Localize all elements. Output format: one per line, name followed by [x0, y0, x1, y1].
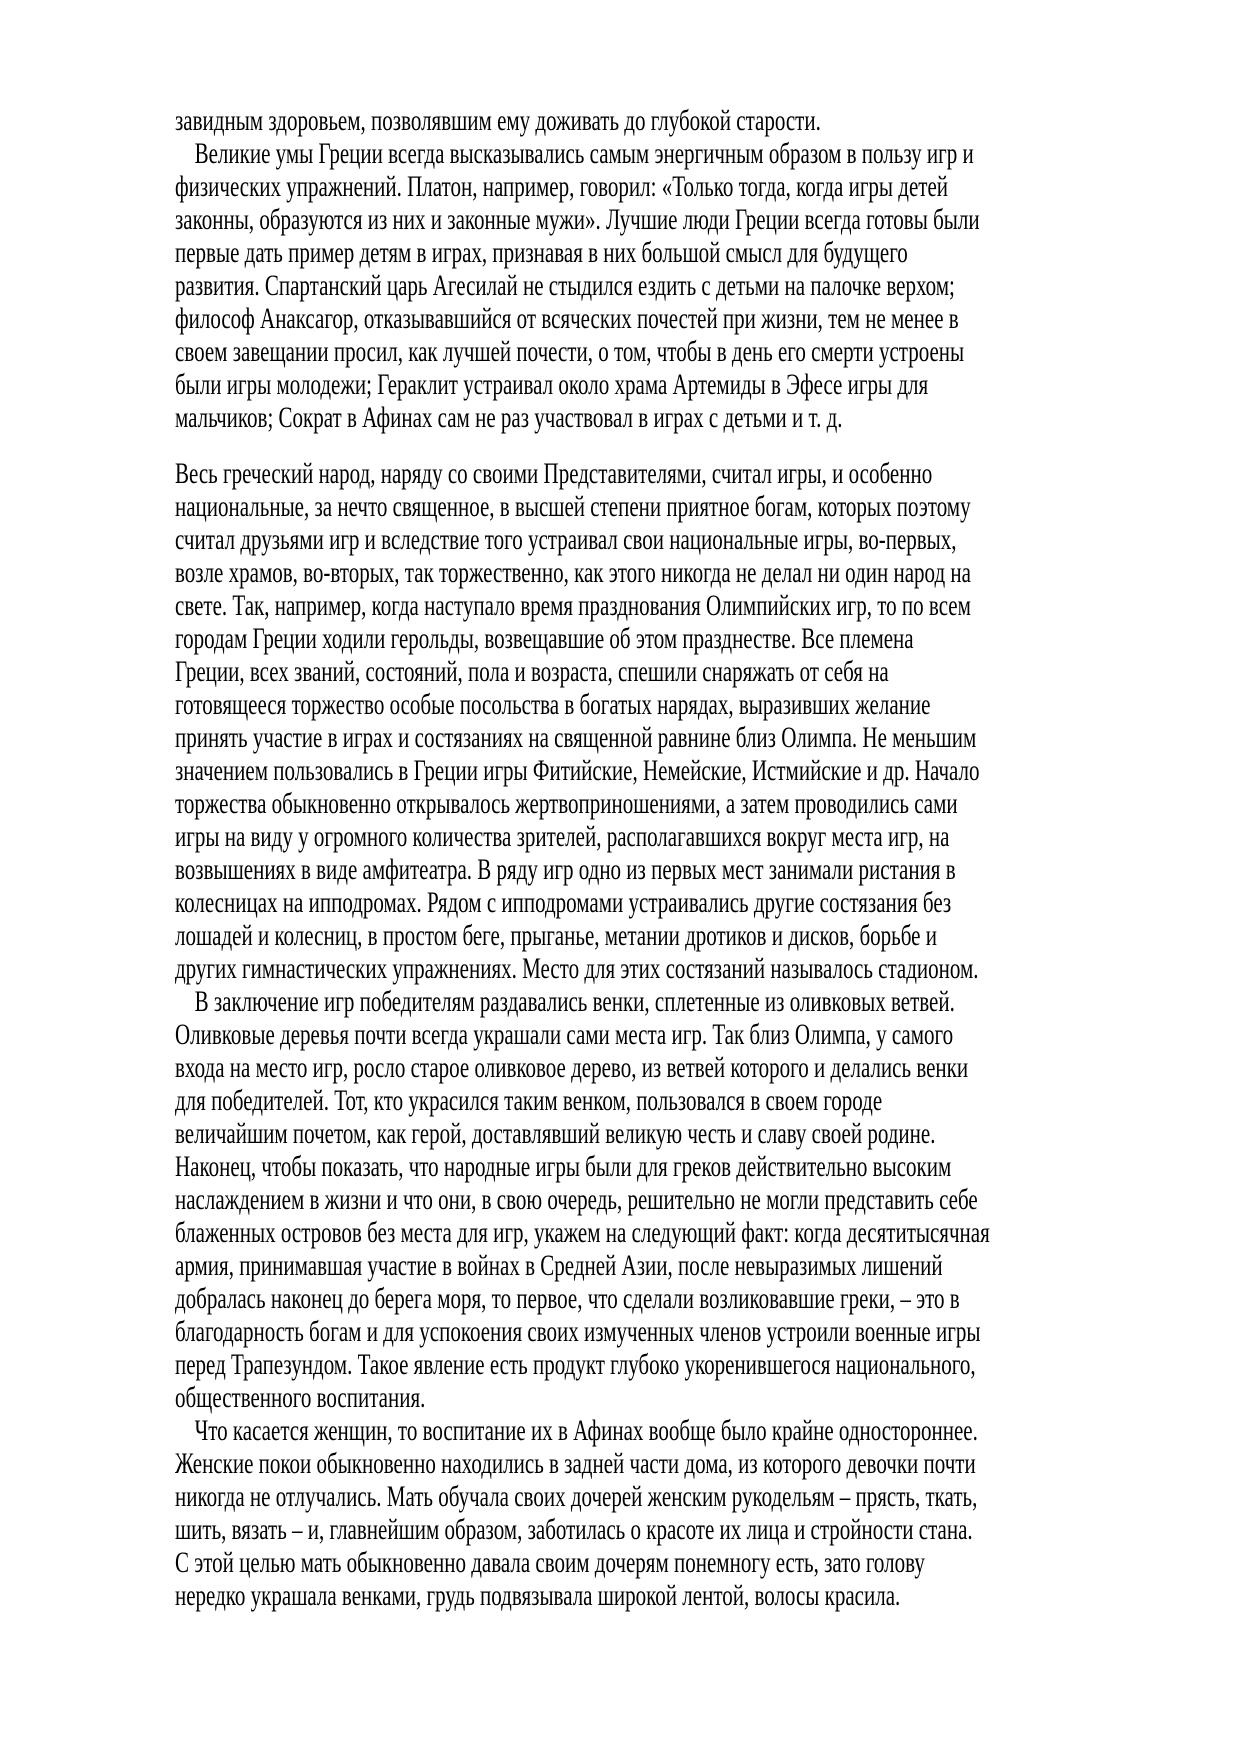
text-line: свете. Так, например, когда наступало время празднования Олимпийских игр, то по всем — [175, 589, 971, 622]
text-line: армия, принимавшая участие в войнах в Средней Азии, после невыразимых лишений — [175, 1249, 943, 1282]
text-line: добралась наконец до берега моря, то первое, что сделали возликовавшие греки, – это в — [175, 1282, 960, 1315]
text-line: значением пользовались в Греции игры Фитийские, Немейские, Истмийские и др. Начало — [175, 754, 980, 787]
text-line: наслаждением в жизни и что они, в свою очередь, решительно не могли представить себе — [175, 1183, 978, 1216]
text-line: никогда не отлучались. Мать обучала своих дочерей женским рукодельям – прясть, ткать, — [175, 1480, 978, 1513]
text-line: благодарность богам и для успокоения своих измученных членов устроили военные игры — [175, 1315, 981, 1348]
text-line: национальные, за нечто священное, в высшей степени приятное богам, которых поэтому — [175, 490, 971, 523]
paragraph — [175, 1414, 1185, 1612]
text-line: физических упражнений. Платон, например, говорил: «Только тогда, когда игры детей — [175, 170, 949, 203]
text-line: величайшим почетом, как герой, доставлявший великую честь и славу своей родине. — [175, 1117, 936, 1150]
text-line: считал друзьями игр и вследствие того устраивал свои национальные игры, во-первых, — [175, 523, 957, 556]
text-line: принять участие в играх и состязаниях на священной равнине близ Олимпа. Не меньшим — [175, 721, 977, 754]
text-line: законны, образуются из них и законные мужи». Лучшие люди Греции всегда готовы были — [175, 203, 980, 236]
text-line: игры на виду у огромного количества зрителей, располагавшихся вокруг места игр, на — [175, 820, 950, 853]
text-line: других гимнастических упражнениях. Место для этих состязаний называлось стадионом. — [175, 952, 979, 985]
text-line: торжества обыкновенно открывалось жертвоприношениями, а затем проводились сами — [175, 787, 958, 820]
text-line: Наконец, чтобы показать, что народные игры были для греков действительно высоким — [175, 1150, 952, 1183]
text-line: Весь греческий народ, наряду со своими Представителями, считал игры, и особенно — [175, 457, 933, 490]
text-line: философ Анаксагор, отказывавшийся от всяческих почестей при жизни, тем не менее в — [175, 302, 959, 335]
text-line: Что касается женщин, то воспитание их в Афинах вообще было крайне одностороннее. — [194, 1414, 978, 1447]
text-line: мальчиков; Сократ в Афинах сам не раз участвовал в играх с детьми и т. д. — [175, 401, 843, 434]
text-line: В заключение игр победителям раздавались венки, сплетенные из оливковых ветвей. — [194, 985, 955, 1018]
text-line: возвышениях в виде амфитеатра. В ряду игр одно из первых мест занимали ристания в — [175, 853, 956, 886]
text-line: возле храмов, во-вторых, так торжественно, как этого никогда не делал ни один народ на — [175, 556, 971, 589]
text-line: нередко украшала венками, грудь подвязывала широкой лентой, волосы красила. — [175, 1579, 901, 1612]
text-line: готовящееся торжество особые посольства в богатых нарядах, выразивших желание — [175, 688, 931, 721]
text-line: блаженных островов без места для игр, укажем на следующий факт: когда десятитысячная — [175, 1216, 990, 1249]
text-line: Оливковые деревья почти всегда украшали сами места игр. Так близ Олимпа, у самого — [175, 1018, 954, 1051]
text-line: общественного воспитания. — [175, 1381, 426, 1414]
text-line: перед Трапезундом. Такое явление есть продукт глубоко укоренившегося национального, — [175, 1348, 976, 1381]
text-line: завидным здоровьем, позволявшим ему доживать до глубокой старости. — [175, 104, 821, 137]
paragraph — [175, 104, 1185, 137]
text-line: были игры молодежи; Гераклит устраивал около храма Артемиды в Эфесе игры для — [175, 368, 929, 401]
text-line: для победителей. Тот, кто украсился таким венком, пользовался в своем городе — [175, 1084, 883, 1117]
text-line: входа на место игр, росло старое оливковое дерево, из ветвей которого и делались венки — [175, 1051, 969, 1084]
text-line: Женские покои обыкновенно находились в задней части дома, из которого девочки почти — [175, 1447, 976, 1480]
text-line: развития. Спартанский царь Агесилай не стыдился ездить с детьми на палочке верхом; — [175, 269, 955, 302]
text-line: Греции, всех званий, состояний, пола и возраста, спешили снаряжать от себя на — [175, 655, 889, 688]
text-line: городам Греции ходили герольды, возвещавшие об этом празднестве. Все племена — [175, 622, 914, 655]
paragraph — [175, 137, 1185, 434]
text-line: лошадей и колесниц, в простом беге, прыганье, метании дротиков и дисков, борьбе и — [175, 919, 937, 952]
text-line: своем завещании просил, как лучшей почести, о том, чтобы в день его смерти устроены — [175, 335, 965, 368]
paragraph — [175, 457, 1185, 985]
paragraph — [175, 985, 1185, 1414]
text-line: шить, вязать – и, главнейшим образом, заботилась о красоте их лица и стройности стана. — [175, 1513, 973, 1546]
text-line: Великие умы Греции всегда высказывались самым энергичным образом в пользу игр и — [194, 137, 974, 170]
text-line: первые дать пример детям в играх, признавая в них большой смысл для будущего — [175, 236, 908, 269]
document-body — [175, 104, 1185, 1612]
text-line: колесницах на ипподромах. Рядом с ипподромами устраивались другие состязания без — [175, 886, 952, 919]
text-line: С этой целью мать обыкновенно давала своим дочерям понемногу есть, зато голову — [175, 1546, 925, 1579]
